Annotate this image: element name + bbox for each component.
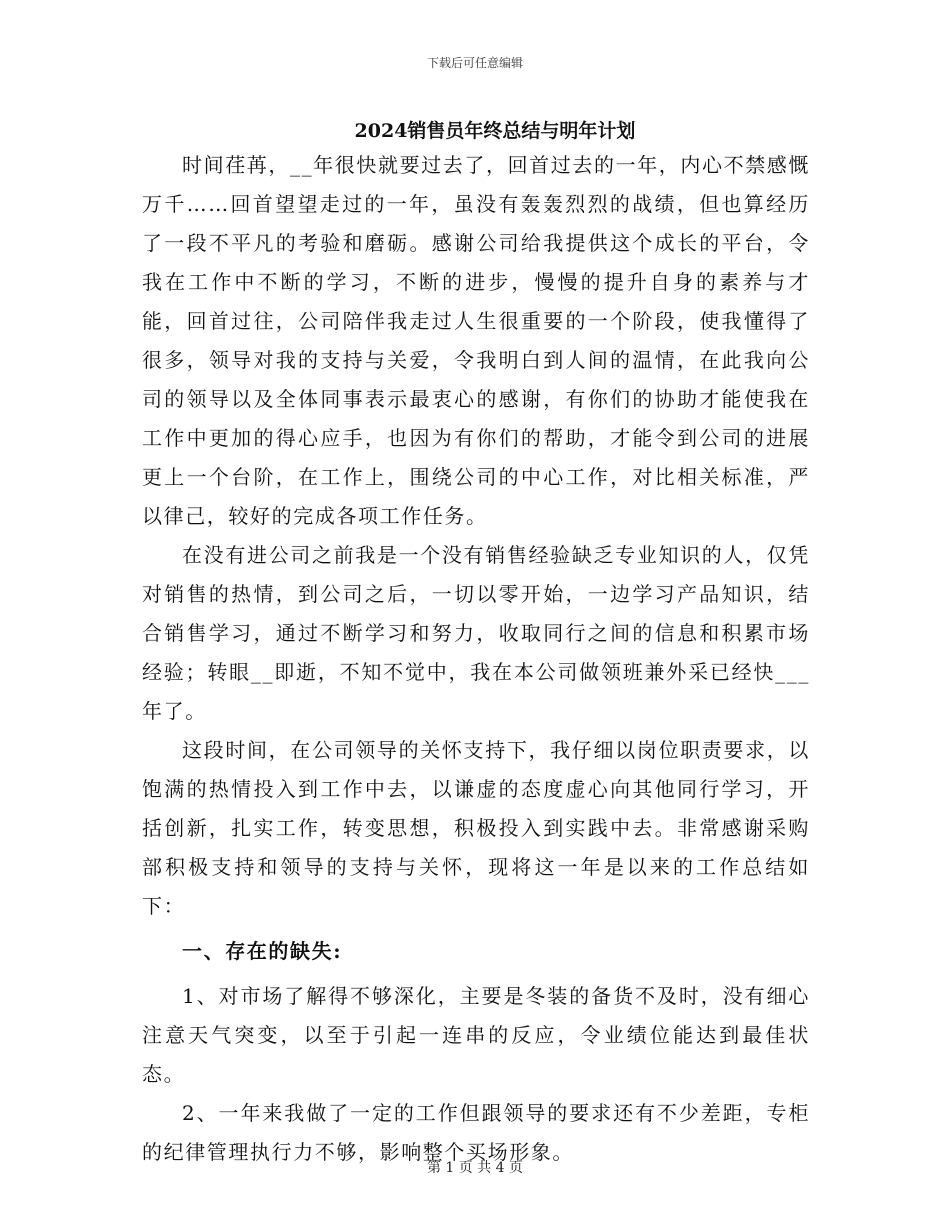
- list-item: 2、一年来我做了一定的工作但跟领导的要求还有不少差距，专柜的纪律管理执行力不够，影响整个买场形象。: [142, 1101, 810, 1164]
- header-note: 下载后可任意编辑: [426, 56, 523, 70]
- page-indicator: 第 1 页 共 4 页: [426, 1160, 524, 1176]
- paragraph-background: 在没有进公司之前我是一个没有销售经验缺乏专业知识的人，仅凭对销售的热情，到公司之后，一切以零开始，一边学习产品知识，结合销售学习，通过不断学习和努力，收取同行之间的信息和积累市场经验；转眼__即逝，不知不觉中，我在本公司做领班兼外采已经快___年了。: [142, 543, 810, 723]
- paragraph-intro: 时间荏苒，__年很快就要过去了，回首过去的一年，内心不禁感慨万千……回首望望走过的一年，虽没有轰轰烈烈的战绩，但也算经历了一段不平凡的考验和磨砺。感谢公司给我提供这个成长的平台，令我在工作中不断的学习，不断的进步，慢慢的提升自身的素养与才能，回首过往，公司陪伴我走过人生很重要的一个阶段，使我懂得了很多，领导对我的支持与关爱，令我明白到人间的温情，在此我向公司的领导以及全体同事表示最衷心的感谢，有你们的协助才能使我在工作中更加的得心应手，也因为有你们的帮助，才能令到公司的进展更上一个台阶，在工作上，围绕公司的中心工作，对比相关标准，严以律己，较好的完成各项工作任务。: [142, 153, 810, 528]
- paragraph-summary-lead: 这段时间，在公司领导的关怀支持下，我仔细以岗位职责要求，以饱满的热情投入到工作中去，以谦虚的态度虚心向其他同行学习，开括创新，扎实工作，转变思想，积极投入到实践中去。非常感谢采购部积极支持和领导的支持与关怀，现将这一年是以来的工作总结如下：: [142, 738, 810, 918]
- document-body: [142, 146, 810, 1172]
- list-item: 1、对市场了解得不够深化，主要是冬装的备货不及时，没有细心注意天气突变，以至于引起一连串的反应，令业绩位能达到最佳状态。: [142, 984, 810, 1086]
- section-heading: 一、存在的缺失:: [182, 939, 343, 963]
- document-title: 2024销售员年终总结与明年计划: [354, 120, 636, 142]
